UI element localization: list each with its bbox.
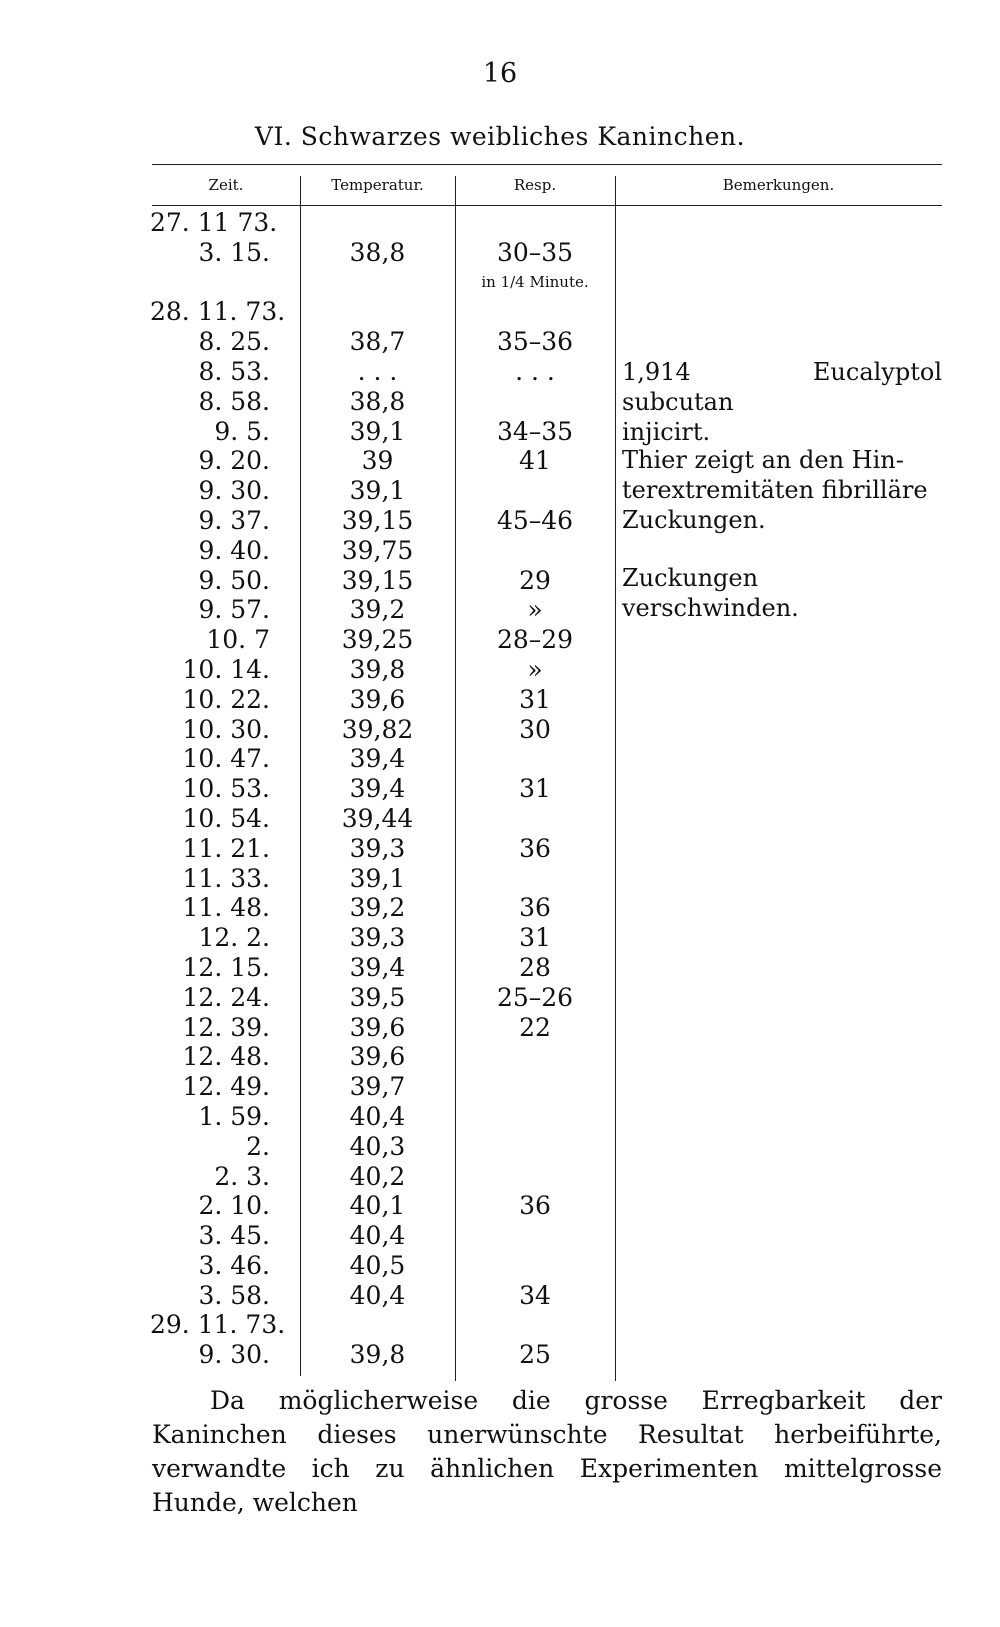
temperature-cell: 39,8 <box>349 654 406 684</box>
table-row <box>0 536 1000 566</box>
time-cell: 9. 20. <box>198 446 270 476</box>
table-row <box>0 804 1000 834</box>
time-cell: 9. 40. <box>198 535 270 565</box>
temperature-cell: 39,6 <box>349 1012 406 1042</box>
temperature-cell: 39,75 <box>341 535 414 565</box>
temperature-cell: 39 <box>361 446 394 476</box>
temperature-cell: 39,82 <box>341 714 414 744</box>
respiration-cell: 28–29 <box>496 625 574 655</box>
table-row <box>0 297 1000 327</box>
respiration-cell: 41 <box>519 446 551 476</box>
note-verschwinden <box>622 564 942 624</box>
table-row <box>0 208 1000 238</box>
temperature-cell: 40,1 <box>349 1191 406 1221</box>
note-line: Zuckungen verschwinden. <box>622 564 799 622</box>
time-cell: 8. 53. <box>198 356 270 386</box>
table-row <box>0 685 1000 715</box>
time-cell: 9. 37. <box>198 505 270 535</box>
table-row <box>0 1162 1000 1192</box>
time-cell: 3. 46. <box>198 1250 270 1280</box>
temperature-cell: 39,15 <box>341 565 414 595</box>
time-cell: 9. 30. <box>198 1340 270 1370</box>
note-eucalyptol <box>622 358 942 447</box>
table-row <box>0 625 1000 655</box>
temperature-cell: 39,5 <box>349 982 406 1012</box>
time-cell: 2. 10. <box>198 1191 270 1221</box>
time-cell: 11. 21. <box>182 833 270 863</box>
temperature-cell: 40,4 <box>349 1221 406 1251</box>
temperature-cell: 38,7 <box>349 327 406 357</box>
table-row <box>0 774 1000 804</box>
time-cell: 10. 7 <box>206 625 270 655</box>
respiration-cell: 34–35 <box>496 416 574 446</box>
time-cell: 12. 24. <box>182 982 270 1012</box>
respiration-cell: 31 <box>519 923 551 953</box>
temperature-cell: 39,4 <box>349 774 406 804</box>
temperature-cell: 40,2 <box>349 1161 406 1191</box>
table-row <box>0 1102 1000 1132</box>
header-temperatur: Temperatur. <box>331 176 424 194</box>
temperature-cell: 38,8 <box>349 237 406 267</box>
body-paragraph <box>152 1384 942 1520</box>
table-row <box>0 655 1000 685</box>
respiration-cell: 30–35 <box>496 237 574 267</box>
table-row <box>0 1340 1000 1370</box>
table-row <box>0 1042 1000 1072</box>
temperature-cell: 39,44 <box>341 803 414 833</box>
table-title: VI. Schwarzes weibliches Kaninchen. <box>254 122 746 151</box>
time-cell: 12. 39. <box>182 1012 270 1042</box>
temperature-cell: 39,6 <box>349 684 406 714</box>
date-cell: 27. 11 73. <box>150 208 278 237</box>
page-number: 16 <box>482 58 518 89</box>
table-top-rule <box>152 164 942 165</box>
note-line: terextremitäten fibrilläre <box>622 475 928 504</box>
date-cell: 29. 11. 73. <box>150 1310 286 1340</box>
time-cell: 10. 54. <box>182 803 270 833</box>
temperature-cell: 39,3 <box>349 833 406 863</box>
time-cell: 9. 57. <box>198 595 270 625</box>
table-row <box>0 268 1000 298</box>
time-cell: 12. 48. <box>182 1042 270 1072</box>
temperature-cell: 38,8 <box>349 386 406 416</box>
time-cell: 11. 48. <box>182 893 270 923</box>
table-row <box>0 923 1000 953</box>
time-cell: 10. 53. <box>182 774 270 804</box>
table-row <box>0 1251 1000 1281</box>
time-cell: 10. 14. <box>182 654 270 684</box>
respiration-cell: 25 <box>519 1340 551 1370</box>
table-row <box>0 1013 1000 1043</box>
table-row <box>0 1281 1000 1311</box>
table-row <box>0 1221 1000 1251</box>
temperature-cell: 39,1 <box>349 476 406 506</box>
time-cell: 10. 30. <box>182 714 270 744</box>
temperature-cell: 39,2 <box>349 893 406 923</box>
temperature-cell: 39,2 <box>349 595 406 625</box>
temperature-cell: 39,8 <box>349 1340 406 1370</box>
respiration-cell: 31 <box>519 684 551 714</box>
time-cell: 3. 58. <box>198 1280 270 1310</box>
temperature-cell: 40,4 <box>349 1101 406 1131</box>
time-cell: 9. 50. <box>198 565 270 595</box>
time-cell: 8. 58. <box>198 386 270 416</box>
temperature-cell: 39,4 <box>349 744 406 774</box>
time-cell: 11. 33. <box>182 863 270 893</box>
respiration-cell: 28 <box>519 952 551 982</box>
note-line: Zuckungen. <box>622 505 766 534</box>
respiration-cell: 36 <box>519 833 551 863</box>
time-cell: 8. 25. <box>198 327 270 357</box>
respiration-cell: 25–26 <box>496 982 574 1012</box>
time-cell: 3. 15. <box>198 237 270 267</box>
table-row <box>0 1072 1000 1102</box>
table-row <box>0 715 1000 745</box>
respiration-cell: 34 <box>519 1280 551 1310</box>
temperature-cell: . . . <box>357 356 398 386</box>
note-line: 1,914 Eucalyptol subcutan <box>622 358 942 416</box>
temperature-cell: 39,15 <box>341 505 414 535</box>
respiration-cell: . . . <box>515 356 555 386</box>
table-row <box>0 1132 1000 1162</box>
time-cell: 10. 47. <box>182 744 270 774</box>
respiration-cell: 29 <box>519 565 551 595</box>
respiration-cell: 22 <box>519 1012 551 1042</box>
temperature-cell: 39,7 <box>349 1072 406 1102</box>
note-line: injicirt. <box>622 417 711 446</box>
respiration-cell: 35–36 <box>496 327 574 357</box>
respiration-cell: 31 <box>519 774 551 804</box>
paragraph-text: Da möglicherweise die grosse Erregbarkeit der Kaninchen dieses unerwünschte Resultat herbeiführte, verwandte ich zu ähnlichen Experimenten mittelgrosse Hunde, welchen <box>152 1386 942 1517</box>
header-zeit: Zeit. <box>208 176 244 194</box>
table-row <box>0 1310 1000 1340</box>
respiration-cell: in 1/4 Minute. <box>481 272 589 291</box>
respiration-cell: 30 <box>519 714 551 744</box>
table-row <box>0 238 1000 268</box>
date-cell: 28. 11. 73. <box>150 297 286 327</box>
temperature-cell: 39,6 <box>349 1042 406 1072</box>
time-cell: 2. <box>246 1131 270 1161</box>
time-cell: 3. 45. <box>198 1221 270 1251</box>
table-row <box>0 834 1000 864</box>
time-cell: 1. 59. <box>198 1101 270 1131</box>
temperature-cell: 39,1 <box>349 416 406 446</box>
temperature-cell: 39,1 <box>349 863 406 893</box>
time-cell: 10. 22. <box>182 684 270 714</box>
header-resp: Resp. <box>513 176 557 194</box>
note-zuckungen <box>622 446 942 535</box>
header-bemerkungen: Bemerkungen. <box>722 176 835 194</box>
time-cell: 9. 5. <box>214 416 270 446</box>
time-cell: 12. 15. <box>182 952 270 982</box>
table-row <box>0 983 1000 1013</box>
temperature-cell: 40,5 <box>349 1250 406 1280</box>
temperature-cell: 39,4 <box>349 952 406 982</box>
header-bottom-rule <box>152 205 942 206</box>
time-cell: 9. 30. <box>198 476 270 506</box>
table-row <box>0 1191 1000 1221</box>
respiration-cell: » <box>527 654 543 684</box>
respiration-cell: » <box>527 595 543 625</box>
respiration-cell: 45–46 <box>496 505 574 535</box>
temperature-cell: 40,3 <box>349 1131 406 1161</box>
respiration-cell: 36 <box>519 1191 551 1221</box>
note-line: Thier zeigt an den Hin- <box>622 446 904 474</box>
table-row <box>0 953 1000 983</box>
temperature-cell: 39,25 <box>341 625 414 655</box>
time-cell: 2. 3. <box>214 1161 270 1191</box>
temperature-cell: 39,3 <box>349 923 406 953</box>
table-row <box>0 327 1000 357</box>
table-row <box>0 864 1000 894</box>
temperature-cell: 40,4 <box>349 1280 406 1310</box>
table-row <box>0 893 1000 923</box>
time-cell: 12. 2. <box>198 923 270 953</box>
table-row <box>0 744 1000 774</box>
respiration-cell: 36 <box>519 893 551 923</box>
time-cell: 12. 49. <box>182 1072 270 1102</box>
